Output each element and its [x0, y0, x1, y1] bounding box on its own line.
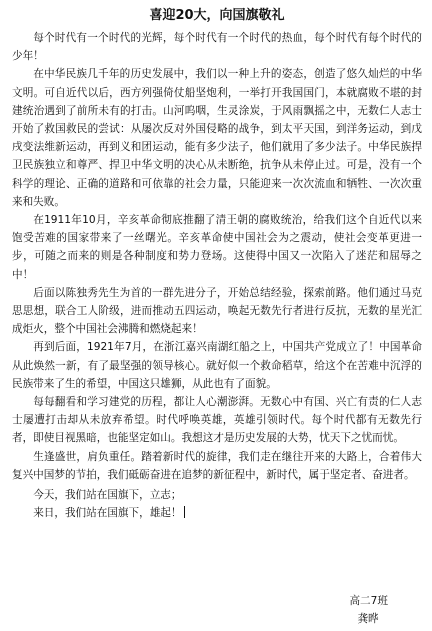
paragraph-history: 在中华民族几千年的历史发展中，我们以一种上升的姿态，创造了悠久灿烂的中华文明。可自近代以后，西方列强倚仗船坚炮利，一举打开我国国门，本就腐败不堪的封建统治遇到了前所未有的打击。山河呜咽，生灵涂炭，于风雨飘摇之中，无数仁人志士开始了救国救民的尝试：从屡次反对外国侵略的战争，到太平天国，到洋务运动，到戊戌变法维新运动，再到义和团运动，能有多少法子，他们就用了多少法子。中华民族捍卫民族独立和尊严、捍卫中华文明的决心从未断绝，抗争从未停止过。可是，没有一个科学的理论、正确的道路和可依靠的社会力量，只能迎来一次次流血和牺牲、一次次重来和失败。 [12, 68, 422, 208]
signature-class: 高二7班 [349, 595, 388, 607]
document-title: 喜迎20大，向国旗敬礼 [149, 8, 285, 23]
closing-line-future [12, 504, 422, 522]
paragraph-reflection: 每每翻看和学习建党的历程，都让人心潮澎湃。无数心中有国、兴亡有责的仁人志士屡遭打击却从未放弃希望。时代呼唤英雄，英雄引领时代。每个时代都有无数先行者，即使目视黑暗，也能坚定如山。我想这才是历史发展的大势，忧天下之忧而忧。 [12, 396, 422, 445]
signature-block [349, 592, 388, 628]
closing-line-today: 今天，我们站在国旗下，立志； [33, 489, 182, 502]
paragraph-party-founding: 再到后面，1921年7月，在浙江嘉兴南湖红船之上，中国共产党成立了！中国革命从此焕然一新，有了最坚强的领导核心。就好似一个救命稻草，给这个在苦难中沉浮的民族带来了生的希望，中国这只雄狮，从此也有了面貌。 [12, 341, 422, 390]
text-cursor [184, 506, 185, 518]
signature-name: 龚晔 [357, 613, 379, 625]
paragraph-1911-revolution: 在1911年10月，辛亥革命彻底推翻了清王朝的腐败统治，给我们这个自近代以来饱受苦难的国家带来了一丝曙光。辛亥革命使中国社会为之震动，使社会变革更进一步，可随之而来的则是各种制度和势力登场。这使得中国又一次陷入了迷茫和屈辱之中！ [12, 214, 422, 281]
document-body [12, 29, 422, 484]
paragraph-new-era: 生逢盛世，肩负重任。踏着新时代的旋律，我们走在继往开来的大路上，合着伟大复兴中国梦的节拍，我们砥砺奋进在追梦的新征程中，新时代，属于坚定者、奋进者。 [12, 450, 422, 481]
closing-lines [12, 486, 422, 522]
closing-line-future-text: 来日，我们站在国旗下，雄起！ [33, 507, 182, 520]
paragraph-intro: 每个时代有一个时代的光辉，每个时代有一个时代的热血，每个时代有每个时代的少年！ [12, 32, 422, 63]
paragraph-pioneers: 后面以陈独秀先生为首的一群先进分子，开始总结经验，探索前路。他们通过马克思思想，联合工人阶级，进而推动五四运动，唤起无数先行者进行反抗，无数的星光汇成炬火，整个中国社会沸腾和燃烧起来！ [12, 286, 422, 336]
